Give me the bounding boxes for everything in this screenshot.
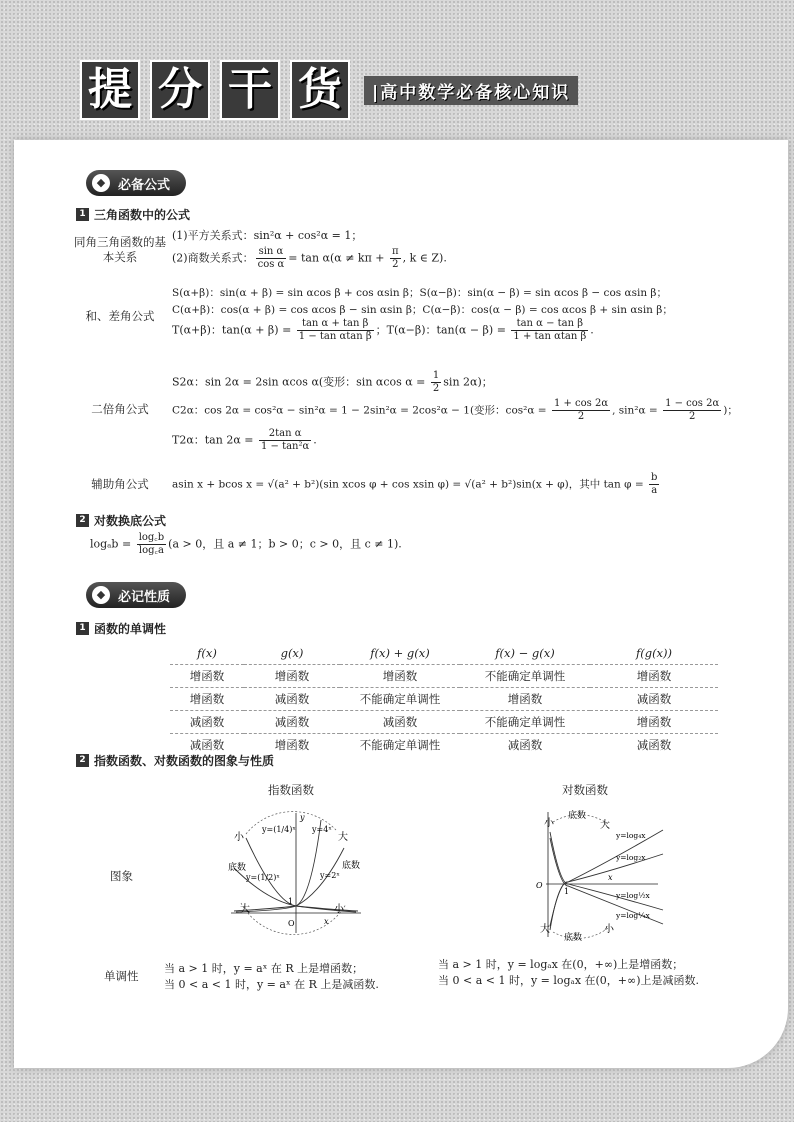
table-cell: 减函数 — [170, 711, 244, 734]
numerator: tan α − tan β — [511, 318, 588, 331]
heading-text: 指数函数、对数函数的图象与性质 — [94, 754, 275, 768]
numerator: log꜀b — [138, 532, 165, 543]
heading-number: 1 — [76, 622, 89, 635]
section-heading-graphs — [76, 752, 274, 769]
heading-text: 函数的单调性 — [94, 622, 167, 636]
formula-quotient — [172, 246, 447, 271]
table-row — [170, 711, 718, 734]
text: C2α：cos 2α = cos²α − sin²α = 1 − 2sin²α = 2cos²α − 1(变形：cos²α = — [172, 404, 550, 417]
denominator: 1 − tan²α — [260, 441, 310, 452]
fraction — [663, 398, 721, 423]
log-graph — [528, 802, 668, 942]
column-header: f(g(x)) — [635, 646, 673, 660]
denominator: 1 − tan αtan β — [298, 331, 372, 342]
text: asin x + bcos x = √(a² + b²)(sin xcos φ + cos xsin φ) = √(a² + b²)sin(x + φ)，其中 tan φ = — [172, 478, 647, 491]
table-cell: 不能确定单调性 — [460, 665, 590, 688]
formula-double-sin — [172, 370, 493, 395]
heading-number: 1 — [76, 208, 89, 221]
label-small: 小 — [334, 904, 344, 915]
table-cell: 减函数 — [170, 734, 244, 757]
numerator: sin α — [256, 246, 287, 259]
row-label-graph: 图象 — [110, 869, 133, 883]
formula-sum-sin: S(α+β)：sin(α + β) = sin αcos β + cos αsin β；S(α−β)：sin(α − β) = sin αcos β − cos αsin β； — [172, 287, 667, 299]
table-cell: 增函数 — [590, 711, 718, 734]
label-base: 底数 — [568, 811, 587, 821]
formula-square: (1)平方关系式：sin²α + cos²α = 1； — [172, 229, 363, 242]
label-base: 底数 — [228, 863, 247, 873]
denominator: 2 — [688, 411, 696, 422]
table-cell: 增函数 — [170, 688, 244, 711]
log-mono-2: 当 0 < a < 1 时，y = logₐx 在(0，+∞)上是减函数. — [438, 974, 699, 987]
numerator: π — [392, 246, 399, 257]
formula-aux — [172, 472, 661, 497]
pill-label: 必记性质 — [118, 589, 171, 605]
row-label-double: 二倍角公式 — [91, 402, 149, 416]
column-header: f(x) − g(x) — [495, 646, 555, 660]
fraction — [511, 318, 588, 343]
label-curve: y=2ˣ — [320, 871, 340, 880]
table-row — [170, 688, 718, 711]
label-x: x — [608, 873, 613, 882]
text: , sin²α = — [612, 404, 662, 417]
label-big: 大 — [540, 924, 550, 935]
label-small: 小 — [544, 818, 554, 829]
label-base: 底数 — [564, 933, 583, 942]
formula-double-tan — [172, 428, 317, 453]
heading-number: 2 — [76, 514, 89, 527]
title-char: 干 — [220, 60, 280, 120]
label-base: 底数 — [342, 861, 361, 871]
denominator: 2 — [577, 411, 585, 422]
formula-sum-cos: C(α+β)：cos(α + β) = cos αcos β − sin αsin β；C(α−β)：cos(α − β) = cos αcos β + sin αsin β； — [172, 304, 673, 316]
label-origin: O — [288, 919, 295, 928]
title-char: 分 — [150, 60, 210, 120]
text: . — [590, 323, 594, 337]
label-curve: y=log₄x — [616, 831, 646, 840]
column-header: f(x) — [197, 646, 217, 660]
title-char: 提 — [80, 60, 140, 120]
log-title: 对数函数 — [562, 783, 608, 797]
label-curve: y=log½x — [616, 891, 650, 900]
text: sin 2α)； — [443, 375, 493, 389]
exp-mono-1: 当 a > 1 时，y = aˣ 在 R 上是增函数； — [164, 962, 364, 975]
header-title — [80, 60, 350, 120]
fraction — [137, 532, 166, 557]
fraction — [297, 318, 374, 343]
label-origin: O — [536, 881, 543, 890]
numerator: 1 + cos 2α — [553, 398, 609, 409]
numerator: tan α + tan β — [297, 318, 374, 331]
denominator: a — [651, 485, 658, 496]
text: S2α：sin 2α = 2sin αcos α(变形：sin αcos α = — [172, 375, 429, 389]
text: (2)商数关系式： — [172, 251, 254, 265]
fraction — [390, 246, 401, 271]
text: )； — [723, 404, 738, 417]
label-big: 大 — [240, 904, 250, 915]
denominator: log꜀a — [138, 545, 164, 556]
text: T2α：tan 2α = — [172, 433, 257, 447]
table-row — [170, 665, 718, 688]
pill-icon: ◆ — [92, 586, 110, 604]
denominator: 2 — [432, 383, 440, 394]
table-cell: 减函数 — [590, 734, 718, 757]
label-big: 大 — [600, 820, 610, 831]
header-subtitle: |高中数学必备核心知识 — [364, 76, 578, 105]
table-cell: 增函数 — [244, 734, 340, 757]
section-pill-formulas — [86, 170, 186, 196]
pill-icon: ◆ — [92, 174, 110, 192]
row-label-sum: 和、差角公式 — [85, 309, 155, 323]
row-label-monotonicity: 单调性 — [104, 969, 139, 983]
denominator: 2 — [392, 259, 399, 270]
fraction — [256, 246, 287, 271]
heading-text: 对数换底公式 — [94, 514, 167, 528]
heading-text: 三角函数中的公式 — [94, 208, 191, 222]
numerator: 1 − cos 2α — [665, 398, 720, 409]
formula-double-cos — [172, 398, 738, 423]
exp-mono-2: 当 0 < a < 1 时，y = aˣ 在 R 上是减函数. — [164, 978, 379, 991]
label-big: 大 — [338, 832, 348, 843]
table-cell: 减函数 — [590, 688, 718, 711]
title-char: 货 — [290, 60, 350, 120]
table-cell: 不能确定单调性 — [460, 711, 590, 734]
numerator: 2tan α — [259, 428, 311, 441]
text: T(α+β)：tan(α + β) = — [172, 323, 295, 337]
denominator: cos α — [257, 259, 285, 270]
label-curve: y=(1/4)ˣ — [262, 825, 296, 834]
fraction — [552, 398, 610, 423]
label-one: 1 — [288, 897, 294, 906]
exp-title: 指数函数 — [268, 783, 314, 797]
section-pill-properties — [86, 582, 186, 608]
column-header: f(x) + g(x) — [370, 646, 430, 660]
label-curve: y=4ˣ — [312, 825, 332, 834]
text: . — [313, 433, 317, 447]
table-cell: 减函数 — [244, 688, 340, 711]
label-curve: y=(1/2)ˣ — [246, 873, 280, 882]
header-banner — [80, 60, 578, 120]
fraction — [431, 370, 441, 395]
heading-number: 2 — [76, 754, 89, 767]
pill-label: 必备公式 — [118, 177, 171, 193]
table-cell: 减函数 — [460, 734, 590, 757]
fraction — [259, 428, 311, 453]
table-cell: 不能确定单调性 — [340, 688, 460, 711]
label-small: 小 — [234, 832, 244, 843]
section-heading-log — [76, 512, 166, 529]
row-label-aux: 辅助角公式 — [91, 477, 149, 491]
table-cell: 减函数 — [244, 711, 340, 734]
formula-change-of-base — [90, 532, 402, 557]
table-cell: 增函数 — [244, 665, 340, 688]
label-small: 小 — [604, 924, 614, 935]
label-one: 1 — [564, 887, 570, 896]
section-heading-monotonicity — [76, 620, 166, 637]
table-cell: 增函数 — [340, 665, 460, 688]
log-mono-1: 当 a > 1 时，y = logₐx 在(0，+∞)上是增函数； — [438, 958, 684, 971]
column-header: g(x) — [280, 646, 304, 660]
row-label-basic: 同角三角函数的基本关系 — [74, 235, 166, 264]
table-cell: 增函数 — [590, 665, 718, 688]
table-header-row — [170, 642, 718, 665]
formula-sum-tan — [172, 318, 594, 343]
exp-graph — [226, 808, 366, 938]
label-curve: y=log₂x — [616, 853, 646, 862]
label-curve: y=log¼x — [616, 911, 650, 920]
text: ；T(α−β)：tan(α − β) = — [375, 323, 510, 337]
denominator: 1 + tan αtan β — [513, 331, 587, 342]
monotonicity-table — [170, 642, 718, 756]
numerator: 1 — [432, 370, 440, 381]
label-y: y — [300, 813, 305, 822]
table-cell: 不能确定单调性 — [340, 734, 460, 757]
table-cell: 增函数 — [460, 688, 590, 711]
section-heading-trig — [76, 206, 190, 223]
table-cell: 增函数 — [170, 665, 244, 688]
text: logₐb = — [90, 537, 135, 551]
numerator: b — [651, 472, 658, 483]
label-x: x — [324, 917, 329, 926]
table-cell: 减函数 — [340, 711, 460, 734]
text: , k ∈ Z). — [402, 251, 447, 265]
fraction — [649, 472, 659, 497]
text: (a > 0，且 a ≠ 1；b > 0；c > 0，且 c ≠ 1). — [168, 537, 402, 551]
text: = tan α(α ≠ kπ + — [288, 251, 389, 265]
